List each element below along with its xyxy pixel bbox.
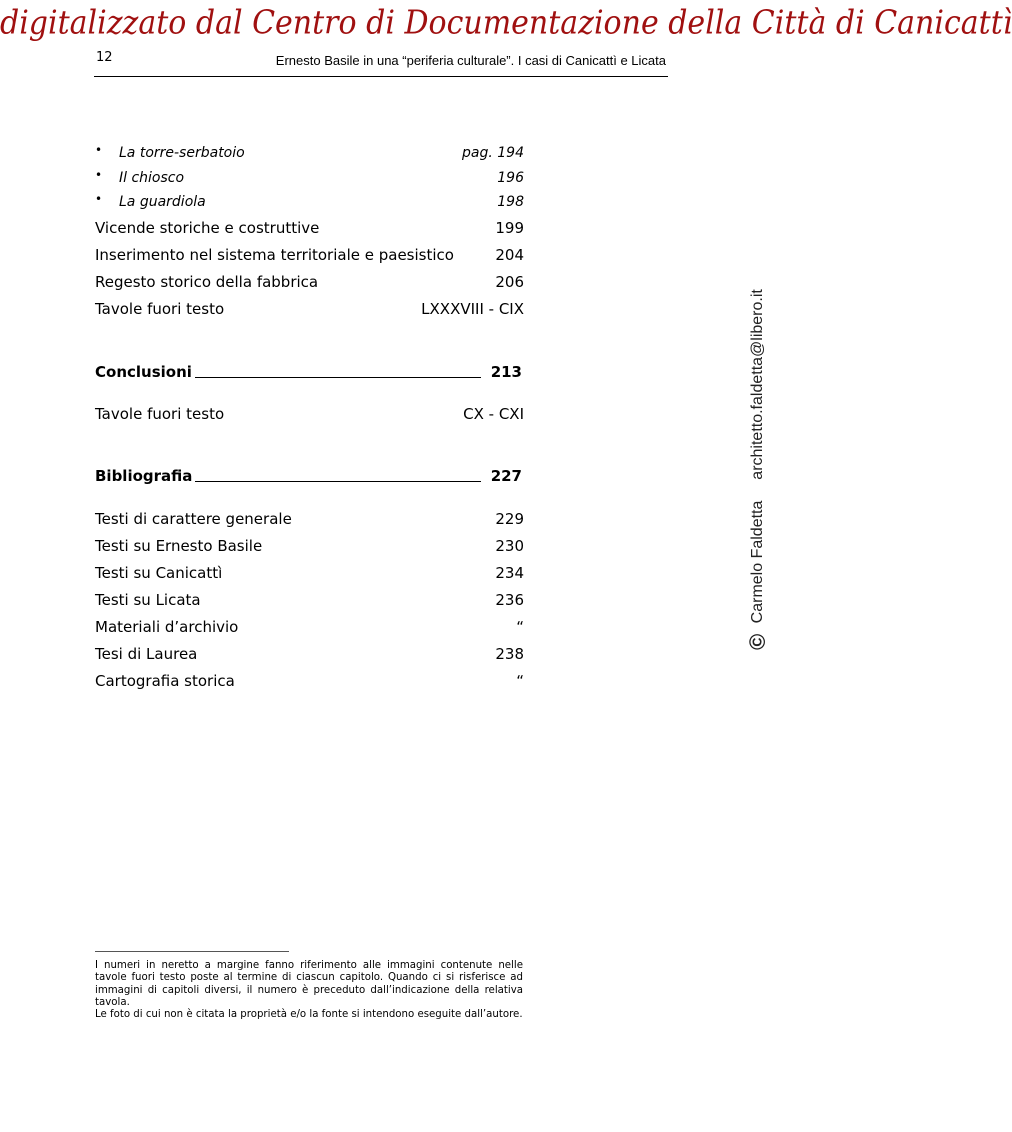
copyright-icon: ©	[745, 633, 770, 650]
toc-item	[95, 219, 524, 239]
toc-item-page: 234	[495, 564, 524, 582]
toc-subitem	[95, 170, 524, 190]
toc-item-label: Tavole fuori testo	[95, 300, 225, 318]
toc-item-page: CX - CXI	[463, 405, 524, 423]
toc-item	[95, 645, 524, 665]
toc-chapter-bibliografia	[95, 467, 524, 487]
toc-item-label: Testi su Licata	[95, 591, 201, 609]
toc-item-label: Cartografia storica	[95, 672, 235, 690]
bullet-icon: •	[95, 168, 103, 182]
toc-subitem-label: La guardiola	[119, 194, 206, 210]
toc-subitem-page: 198	[497, 194, 524, 210]
toc-item	[95, 591, 524, 611]
toc-item-page: “	[516, 672, 524, 690]
toc-item-label: Inserimento nel sistema territoriale e paesistico	[95, 246, 454, 264]
toc-item-page: 230	[495, 537, 524, 555]
toc-item	[95, 618, 524, 638]
page-header	[94, 50, 668, 77]
toc-subitem-page: pag. 194	[462, 145, 524, 161]
toc-item-page: LXXXVIII - CIX	[421, 300, 524, 318]
toc-item-label: Regesto storico della fabbrica	[95, 273, 319, 291]
toc-item	[95, 672, 524, 692]
toc-item	[95, 273, 524, 293]
footnote-paragraph: Le foto di cui non è citata la proprietà e/o la fonte si intendono eseguite dall’autore.	[95, 1009, 523, 1021]
toc-item-page: 236	[495, 591, 524, 609]
toc-item-label: Testi su Canicattì	[95, 564, 223, 582]
toc-item-page: 238	[495, 645, 524, 663]
footnote-paragraph: I numeri in neretto a margine fanno riferimento alle immagini contenute nelle tavole fuori testo poste al termine di ciascun capitolo. Quando ci si risferisce ad immagini di capitoli diversi, il numero è preceduto dall’indicazione della relativa tavola.	[95, 960, 523, 1008]
toc-subitem	[95, 145, 524, 165]
toc-item-label: Tesi di Laurea	[95, 645, 198, 663]
toc-item-label: Testi su Ernesto Basile	[95, 537, 263, 555]
bullet-icon: •	[95, 143, 103, 157]
footnote	[95, 960, 523, 1021]
toc-item	[95, 510, 524, 530]
toc-item-label: Tavole fuori testo	[95, 405, 225, 423]
toc-item-page: 199	[495, 219, 524, 237]
toc-item	[95, 300, 524, 320]
copyright-notice	[745, 289, 771, 650]
toc-item-page: 229	[495, 510, 524, 528]
toc-subitem-page: 196	[497, 170, 524, 186]
toc-subitem-label: La torre-serbatoio	[119, 145, 245, 161]
toc-item-page: 204	[495, 246, 524, 264]
toc-item	[95, 537, 524, 557]
toc-chapter-page: 227	[490, 467, 522, 485]
toc-item	[95, 564, 524, 584]
copyright-author: Carmelo Faldetta	[749, 500, 767, 624]
toc-item-label: Materiali d’archivio	[95, 618, 239, 636]
bullet-icon: •	[95, 192, 103, 206]
toc-item-page: “	[516, 618, 524, 636]
toc-subitem-label: Il chiosco	[119, 170, 185, 186]
page-number: 12	[96, 50, 113, 65]
toc-chapter-label: Bibliografia	[95, 467, 193, 485]
toc-item	[95, 405, 524, 425]
toc-chapter-page: 213	[490, 363, 522, 381]
toc-chapter-conclusioni	[95, 363, 524, 383]
toc-item-label: Testi di carattere generale	[95, 510, 292, 528]
toc-chapter-label: Conclusioni	[95, 363, 192, 381]
leader-line	[195, 377, 481, 378]
toc-item	[95, 246, 524, 266]
copyright-email: architetto.faldetta@libero.it	[749, 289, 767, 480]
digitization-watermark: digitalizzato dal Centro di Documentazione della Città di Canicattì	[0, 4, 1012, 43]
footnote-separator	[95, 951, 289, 952]
toc-item-label: Vicende storiche e costruttive	[95, 219, 320, 237]
leader-line	[195, 481, 481, 482]
running-title: Ernesto Basile in una “periferia culturale”. I casi di Canicattì e Licata	[275, 53, 666, 68]
toc-item-page: 206	[495, 273, 524, 291]
toc-subitem	[95, 194, 524, 214]
